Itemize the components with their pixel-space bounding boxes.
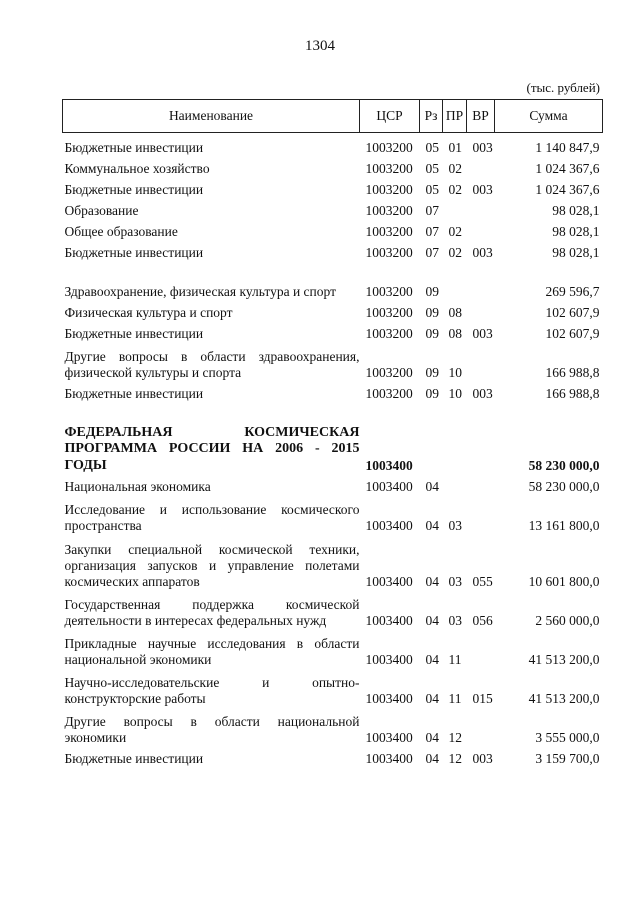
cell-pr: 03 (448, 574, 462, 589)
cell-name: Общее образование (64, 224, 178, 239)
cell-pr: 02 (448, 245, 462, 260)
column-header-csr: ЦСР (360, 100, 420, 133)
table-row (63, 707, 603, 746)
table-row (63, 342, 603, 381)
cell-vr (467, 261, 495, 300)
cell-csr: 1003400 (365, 730, 413, 745)
cell-sum: 2 560 000,0 (535, 613, 600, 628)
cell-vr: 003 (472, 751, 493, 766)
cell-rz: 04 (425, 751, 439, 766)
cell-csr: 1003400 (365, 479, 413, 494)
cell-vr: 015 (472, 691, 493, 706)
cell-vr: 003 (472, 245, 493, 260)
cell-vr (467, 418, 495, 474)
cell-rz: 05 (425, 140, 439, 155)
cell-pr: 01 (448, 140, 462, 155)
cell-vr: 003 (472, 326, 493, 341)
cell-pr: 02 (448, 182, 462, 197)
column-header-name: Наименование (63, 100, 360, 133)
cell-name: Государственная поддержка космической деятельности в интересах федеральных нужд (64, 597, 360, 628)
cell-csr: 1003200 (365, 305, 413, 320)
cell-csr: 1003400 (365, 574, 413, 589)
cell-sum: 3 555 000,0 (535, 730, 600, 745)
cell-name: Бюджетные инвестиции (64, 386, 204, 401)
cell-rz: 04 (425, 652, 439, 667)
cell-csr: 1003200 (365, 161, 413, 176)
cell-sum: 58 230 000,0 (528, 458, 600, 473)
cell-name: Национальная экономика (64, 479, 211, 494)
cell-rz: 04 (425, 730, 439, 745)
table-row (63, 668, 603, 707)
table-row (63, 495, 603, 534)
cell-name: ФЕДЕРАЛЬНАЯ КОСМИЧЕСКАЯ ПРОГРАММА РОССИИ НА 2006 - 2015 ГОДЫ (64, 424, 360, 473)
cell-sum: 98 028,1 (552, 224, 600, 239)
cell-pr: 12 (448, 730, 462, 745)
cell-sum: 269 596,7 (545, 284, 600, 299)
table-row (63, 300, 603, 321)
cell-name: Физическая культура и спорт (64, 305, 233, 320)
cell-csr: 1003400 (365, 751, 413, 766)
cell-vr (467, 629, 495, 668)
cell-vr (467, 198, 495, 219)
cell-sum: 3 159 700,0 (535, 751, 600, 766)
cell-name: Другие вопросы в области здравоохранения, физической культуры и спорта (64, 349, 360, 380)
cell-rz: 09 (425, 365, 439, 380)
cell-pr: 12 (448, 751, 462, 766)
cell-sum: 41 513 200,0 (528, 691, 600, 706)
cell-csr: 1003200 (365, 386, 413, 401)
cell-name: Коммунальное хозяйство (64, 161, 210, 176)
cell-name: Исследование и использование космического пространства (64, 502, 360, 533)
table-row (63, 198, 603, 219)
table-row (63, 418, 603, 474)
cell-rz: 04 (425, 574, 439, 589)
column-header-rz: Рз (420, 100, 443, 133)
table-row (63, 590, 603, 629)
column-header-pr: ПР (443, 100, 467, 133)
cell-sum: 1 024 367,6 (535, 161, 600, 176)
table-header-row (63, 100, 603, 133)
table-row (63, 534, 603, 590)
cell-pr: 10 (448, 365, 462, 380)
cell-vr (467, 495, 495, 534)
cell-name: Бюджетные инвестиции (64, 326, 204, 341)
cell-vr: 055 (472, 574, 493, 589)
cell-csr: 1003200 (365, 203, 413, 218)
cell-pr: 08 (448, 326, 462, 341)
column-header-sum: Сумма (495, 100, 603, 133)
table-row (63, 474, 603, 495)
cell-csr: 1003200 (365, 284, 413, 299)
table-body (63, 133, 603, 768)
cell-name: Закупки специальной космической техники, организация запусков и управление полетами космических аппаратов (64, 542, 360, 589)
cell-rz: 09 (425, 386, 439, 401)
cell-sum: 98 028,1 (552, 203, 600, 218)
cell-sum: 41 513 200,0 (528, 652, 600, 667)
cell-sum: 58 230 000,0 (528, 479, 600, 494)
cell-csr: 1003200 (365, 365, 413, 380)
cell-pr (443, 261, 467, 300)
cell-csr: 1003400 (365, 691, 413, 706)
cell-vr: 056 (472, 613, 493, 628)
column-header-vr: ВР (467, 100, 495, 133)
cell-name: Здравоохранение, физическая культура и спорт (64, 284, 336, 299)
table-row (63, 240, 603, 261)
cell-csr: 1003200 (365, 140, 413, 155)
cell-vr (467, 156, 495, 177)
cell-vr (467, 707, 495, 746)
cell-sum: 166 988,8 (545, 365, 600, 380)
table-row (63, 156, 603, 177)
cell-pr: 03 (448, 613, 462, 628)
table-row (63, 321, 603, 342)
cell-name: Образование (64, 203, 139, 218)
cell-pr: 08 (448, 305, 462, 320)
cell-sum: 102 607,9 (545, 326, 600, 341)
spacer-row (63, 402, 603, 418)
cell-name: Бюджетные инвестиции (64, 245, 204, 260)
cell-vr (467, 300, 495, 321)
cell-name: Другие вопросы в области национальной экономики (64, 714, 360, 745)
cell-rz: 07 (425, 224, 439, 239)
cell-sum: 102 607,9 (545, 305, 600, 320)
cell-vr: 003 (472, 140, 493, 155)
page-number: 1304 (305, 38, 335, 54)
cell-csr: 1003400 (365, 518, 413, 533)
cell-rz: 07 (425, 203, 439, 218)
cell-pr: 11 (448, 652, 462, 667)
cell-rz: 04 (425, 613, 439, 628)
cell-rz: 07 (425, 245, 439, 260)
cell-pr: 02 (448, 224, 462, 239)
cell-rz (420, 418, 443, 474)
cell-pr: 02 (448, 161, 462, 176)
budget-table (62, 99, 603, 767)
cell-csr: 1003400 (365, 652, 413, 667)
unit-note: (тыс. рублей) (526, 80, 600, 95)
cell-rz: 04 (425, 518, 439, 533)
table-row (63, 261, 603, 300)
cell-csr: 1003200 (365, 245, 413, 260)
cell-csr: 1003200 (365, 326, 413, 341)
cell-sum: 1 024 367,6 (535, 182, 600, 197)
cell-pr: 03 (448, 518, 462, 533)
cell-rz: 09 (425, 305, 439, 320)
cell-vr: 003 (472, 182, 493, 197)
cell-sum: 13 161 800,0 (528, 518, 600, 533)
cell-name: Прикладные научные исследования в области национальной экономики (64, 636, 360, 667)
cell-name: Бюджетные инвестиции (64, 751, 204, 766)
cell-sum: 98 028,1 (552, 245, 600, 260)
cell-csr: 1003400 (365, 458, 413, 473)
cell-vr (467, 342, 495, 381)
cell-pr: 10 (448, 386, 462, 401)
cell-rz: 09 (425, 326, 439, 341)
table-row (63, 219, 603, 240)
cell-rz: 04 (425, 691, 439, 706)
cell-sum: 1 140 847,9 (535, 140, 600, 155)
table-row (63, 381, 603, 402)
cell-name: Научно-исследовательские и опытно-конструкторские работы (64, 675, 360, 706)
cell-csr: 1003200 (365, 224, 413, 239)
cell-pr (443, 418, 467, 474)
cell-csr: 1003200 (365, 182, 413, 197)
cell-name: Бюджетные инвестиции (64, 182, 204, 197)
cell-name: Бюджетные инвестиции (64, 140, 204, 155)
cell-pr (443, 198, 467, 219)
cell-vr (467, 474, 495, 495)
table-row (63, 133, 603, 157)
cell-rz: 05 (425, 182, 439, 197)
cell-sum: 10 601 800,0 (528, 574, 600, 589)
table-row (63, 629, 603, 668)
cell-vr: 003 (472, 386, 493, 401)
cell-pr: 11 (448, 691, 462, 706)
cell-csr: 1003400 (365, 613, 413, 628)
cell-rz: 05 (425, 161, 439, 176)
table-row (63, 746, 603, 767)
cell-rz: 04 (425, 479, 439, 494)
cell-vr (467, 219, 495, 240)
cell-pr (443, 474, 467, 495)
table-row (63, 177, 603, 198)
cell-sum: 166 988,8 (545, 386, 600, 401)
cell-rz: 09 (425, 284, 439, 299)
